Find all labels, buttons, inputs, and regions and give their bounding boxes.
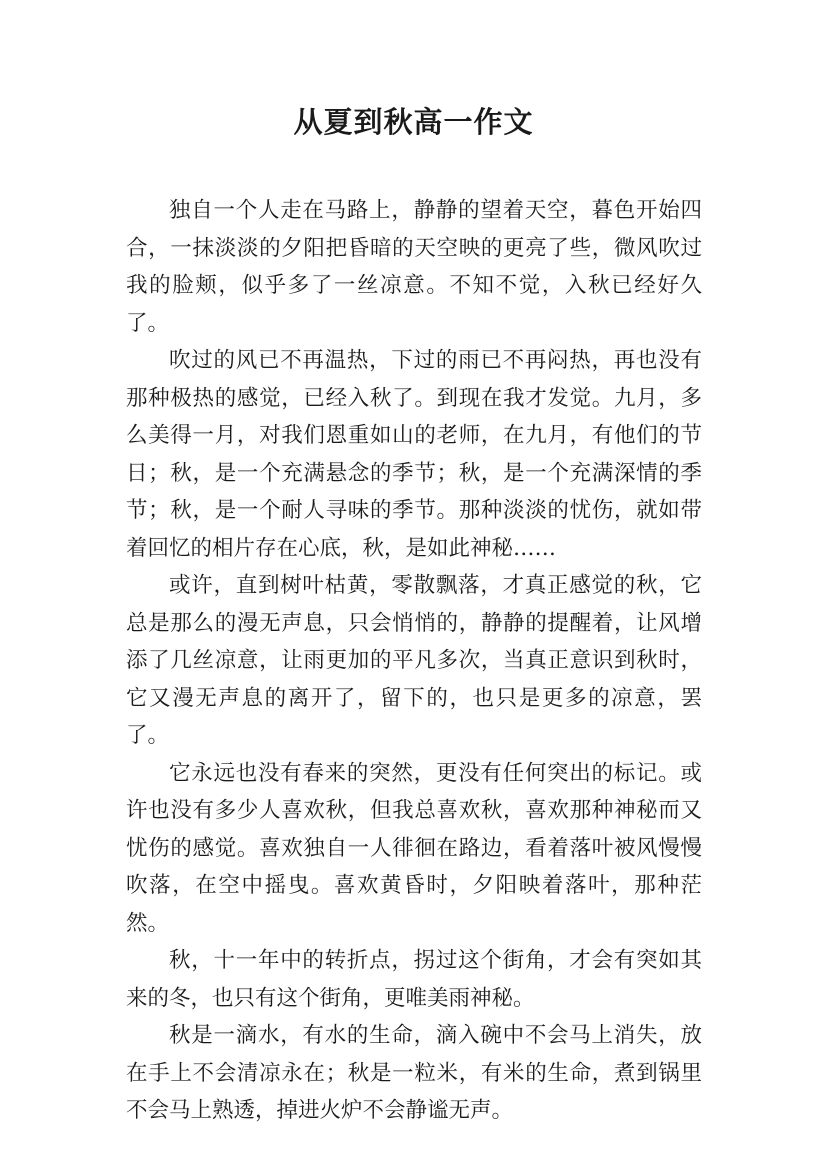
document-body <box>126 192 702 1130</box>
document-title: 从夏到秋高一作文 <box>293 105 534 139</box>
paragraph-1: 独自一个人走在马路上，静静的望着天空，暮色开始四合，一抹淡淡的夕阳把昏暗的天空映的更亮了些，微风吹过我的脸颊，似乎多了一丝凉意。不知不觉，入秋已经好久了。 <box>126 198 702 336</box>
paragraph-2: 吹过的风已不再温热，下过的雨已不再闷热，再也没有那种极热的感觉，已经入秋了。到现在我才发觉。九月，多么美得一月，对我们恩重如山的老师，在九月，有他们的节日；秋，是一个充满悬念的季节；秋，是一个充满深情的季节；秋，是一个耐人寻味的季节。那种淡淡的忧伤，就如带着回忆的相片存在心底，秋，是如此神秘…… <box>126 348 702 561</box>
paragraph-4: 它永远也没有春来的突然，更没有任何突出的标记。或许也没有多少人喜欢秋，但我总喜欢秋，喜欢那种神秘而又忧伤的感觉。喜欢独自一人徘徊在路边，看着落叶被风慢慢吹落，在空中摇曳。喜欢黄昏时，夕阳映着落叶，那种茫然。 <box>126 760 702 936</box>
paragraph-6: 秋是一滴水，有水的生命，滴入碗中不会马上消失，放在手上不会清凉永在；秋是一粒米，有米的生命，煮到锅里不会马上熟透，掉进火炉不会静谧无声。 <box>126 1023 702 1123</box>
paragraph-3: 或许，直到树叶枯黄，零散飘落，才真正感觉的秋，它总是那么的漫无声息，只会悄悄的，静静的提醒着，让风增添了几丝凉意，让雨更加的平凡多次，当真正意识到秋时，它又漫无声息的离开了，留下的，也只是更多的凉意，罢了。 <box>126 573 702 748</box>
paragraph-5: 秋，十一年中的转折点，拐过这个街角，才会有突如其来的冬，也只有这个街角，更唯美雨神秘。 <box>126 948 702 1011</box>
